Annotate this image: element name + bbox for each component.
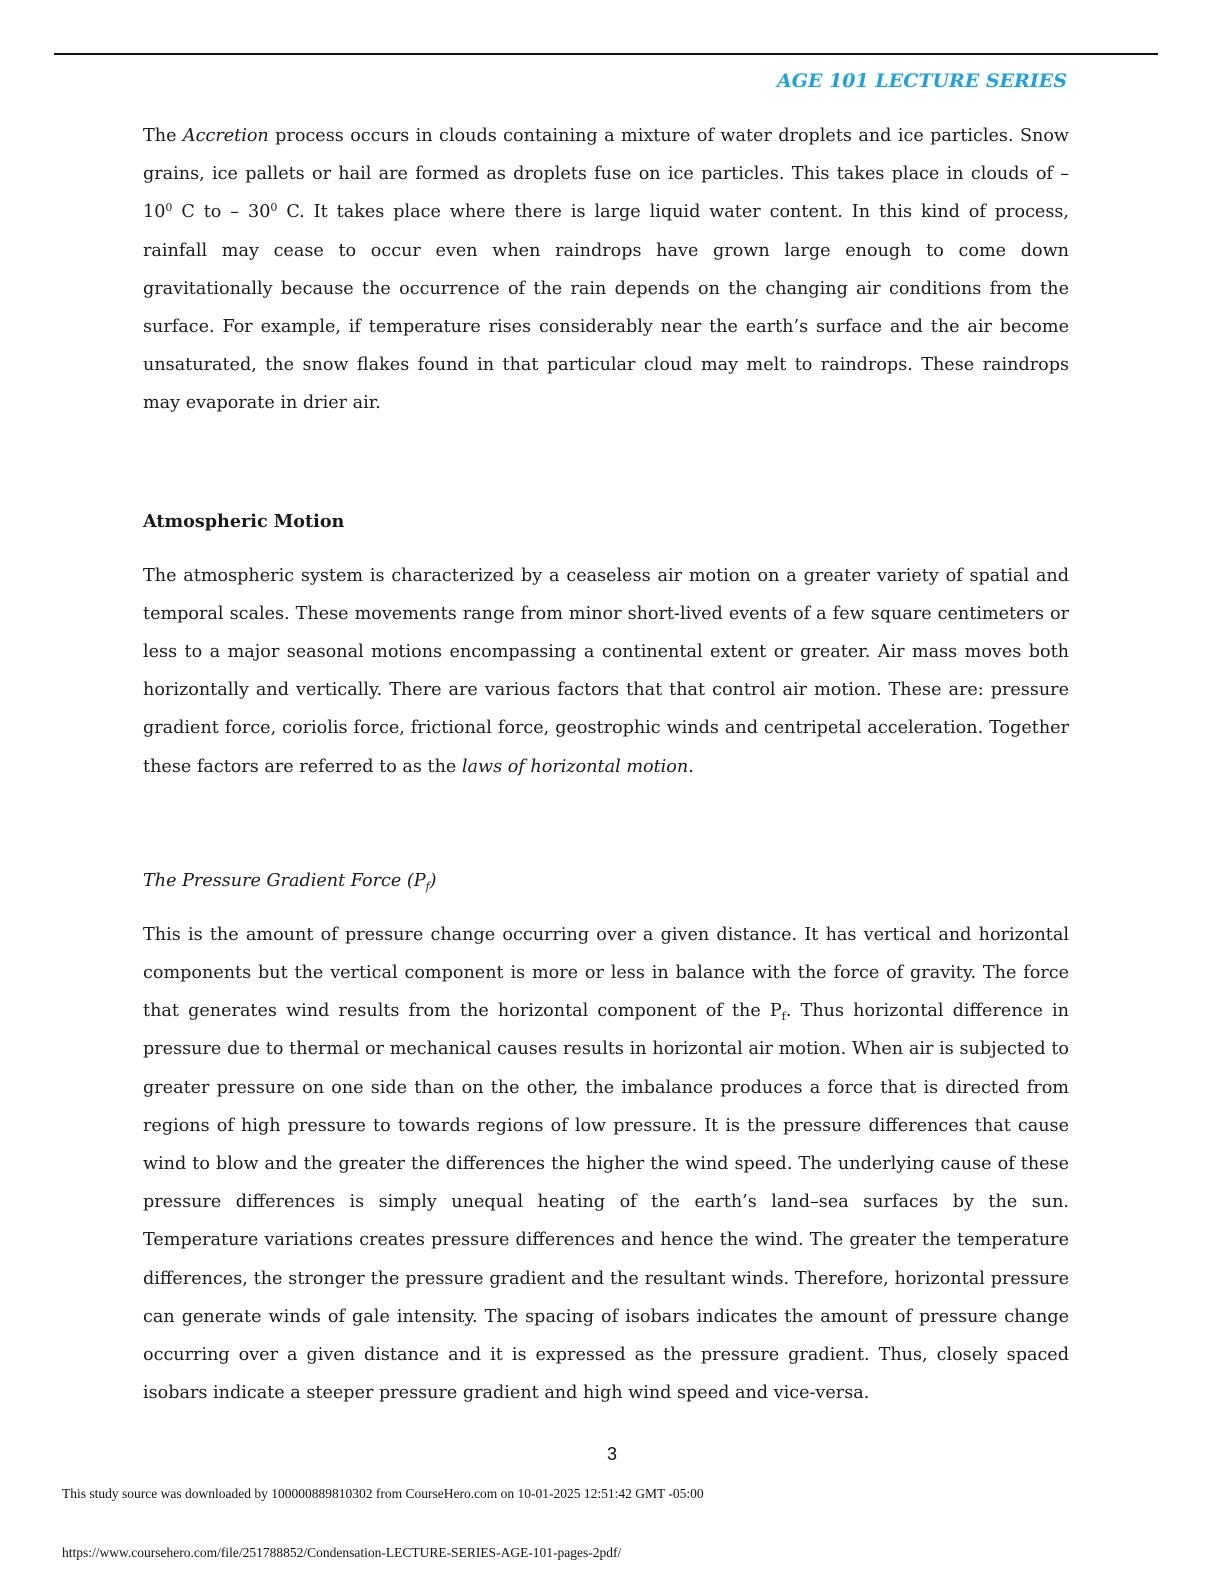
text-run: C to – 30 <box>172 202 271 223</box>
heading-atmospheric-motion: Atmospheric Motion <box>143 510 345 532</box>
text-run: C. It takes place where there is large liquid water content. In this kind of process, rainfall may cease to occur even when raindrops have grown large enough to come down gravitationally because the occurrence of the rain depends on the changing air conditions from the surface. For example, if temperature rises considerably near the earth’s surface and the air become unsaturated, the snow flakes found in that particular cloud may melt to raindrops. These raindrops may evaporate in drier air. <box>143 202 1069 414</box>
text-run: ) <box>429 870 437 891</box>
degree-superscript: 0 <box>270 201 278 215</box>
text-run: The atmospheric system is characterized by a ceaseless air motion on a greater variety of spatial and temporal scales. These movements range from minor short-lived events of a few square centimeters or less to a major seasonal motions encompassing a continental extent or greater. Air mass moves both horizontally and vertically. There are various factors that that control air motion. These are: pressure gradient force, coriolis force, frictional force, geostrophic winds and centripetal acceleration. Together these factors are referred to as the <box>143 565 1069 777</box>
series-title: AGE 101 LECTURE SERIES <box>777 70 1067 92</box>
subscript: f <box>781 1010 786 1024</box>
text-run: This is the amount of pressure change occurring over a given distance. It has vertical and horizontal components but the vertical component is more or less in balance with the force of gravity. The force that generates wind results from the horizontal component of the P <box>143 924 1069 1022</box>
page-content <box>143 117 1069 1412</box>
term-accretion: Accretion <box>182 126 269 146</box>
paragraph-atmospheric-motion <box>143 557 1069 786</box>
heading-pressure-gradient-force <box>143 862 1069 900</box>
degree-superscript: 0 <box>165 201 173 215</box>
text-run: The Pressure Gradient Force (P <box>143 870 426 891</box>
header-rule <box>54 53 1158 55</box>
text-run: process occurs in clouds containing a mixture of water droplets and ice particles. Snow grains, ice pallets or hail are formed as droplets fuse on ice particles. This takes place in clouds of – 10 <box>143 126 1069 223</box>
source-url[interactable]: https://www.coursehero.com/file/251788852/Condensation-LECTURE-SERIES-AGE-101-pages-2pdf/ <box>62 1545 622 1560</box>
text-run: The <box>143 126 183 146</box>
paragraph-pressure-gradient <box>143 916 1069 1413</box>
text-run: . <box>688 756 694 777</box>
download-notice: This study source was downloaded by 100000889810302 from CourseHero.com on 10-01-2025 12:51:42 GMT -05:00 <box>62 1486 704 1501</box>
term-laws-horizontal-motion: laws of horizontal motion <box>461 756 689 777</box>
page-number: 3 <box>606 1444 617 1464</box>
subscript: f <box>425 879 430 893</box>
text-run: . Thus horizontal difference in pressure due to thermal or mechanical causes results in horizontal air motion. When air is subjected to greater pressure on one side than on the other, the imbalance produces a force that is directed from regions of high pressure to towards regions of low pressure. It is the pressure differences that cause wind to blow and the greater the differences the higher the wind speed. The underlying cause of these pressure differences is simply unequal heating of the earth’s land–sea surfaces by the sun. Temperature variations creates pressure differences and hence the wind. The greater the temperature differences, the stronger the pressure gradient and the resultant winds. Therefore, horizontal pressure can generate winds of gale intensity. The spacing of isobars indicates the amount of pressure change occurring over a given distance and it is expressed as the pressure gradient. Thus, closely spaced isobars indicate a steeper pressure gradient and high wind speed and vice-versa. <box>143 1001 1069 1404</box>
paragraph-accretion <box>143 117 1069 423</box>
